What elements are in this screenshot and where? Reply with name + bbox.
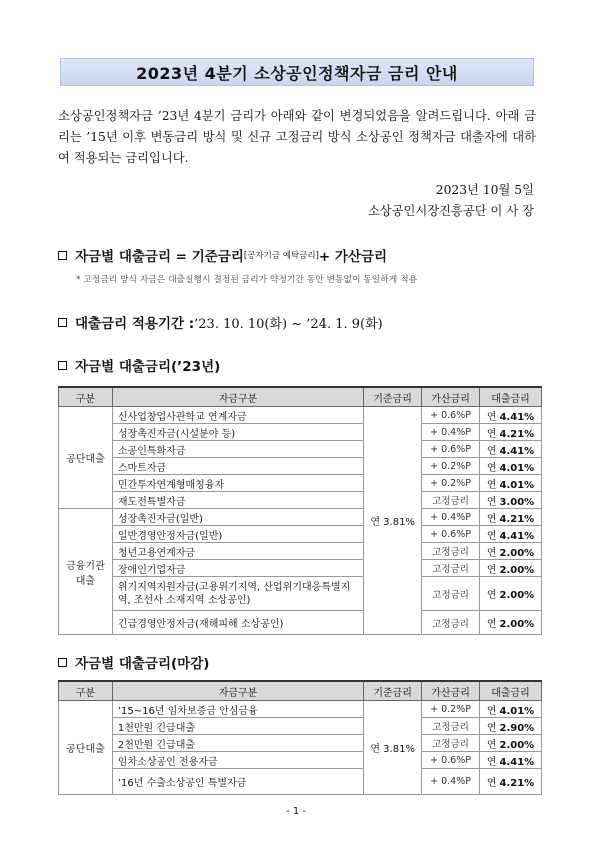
loan-rate: 연 4.01% <box>480 701 542 718</box>
table-row <box>59 735 542 752</box>
add-rate: 고정금리 <box>422 560 480 577</box>
loan-rate: 연 4.01% <box>480 458 542 475</box>
table-row <box>59 577 542 611</box>
page-title-bar <box>60 58 534 86</box>
loan-rate: 연 4.41% <box>480 526 542 543</box>
fund-name: 재도전특별자금 <box>112 492 363 509</box>
add-rate: + 0.4%P <box>422 509 480 526</box>
add-rate: + 0.6%P <box>422 752 480 769</box>
checkbox-square-icon <box>58 318 67 327</box>
fund-name: 민간투자연계형매칭융자 <box>112 475 363 492</box>
header-fund: 자금구분 <box>112 681 363 701</box>
header-category: 구분 <box>59 387 113 407</box>
header-fund: 자금구분 <box>112 387 363 407</box>
section-rate-formula <box>58 245 387 265</box>
header-add-rate: 가산금리 <box>422 681 480 701</box>
base-rate: 연 3.81% <box>364 701 422 795</box>
table-row <box>59 543 542 560</box>
section-heading-tail: + 가산금리 <box>318 249 388 265</box>
fixed-rate-note: * 고정금리 방식 자금은 대출실행시 결정된 금리가 약정기간 동안 변동없이 동일하게 적용 <box>76 275 418 285</box>
fund-name: 스마트자금 <box>112 458 363 475</box>
period-value: ’23. 10. 10(화) ~ ’24. 1. 9(화) <box>194 316 383 332</box>
loan-rate: 연 2.90% <box>480 718 542 735</box>
add-rate: + 0.2%P <box>422 458 480 475</box>
rates-table-2023 <box>58 386 542 635</box>
add-rate: 고정금리 <box>422 611 480 635</box>
fund-name: 임차소상공인 전용자금 <box>112 752 363 769</box>
base-rate: 연 3.81% <box>364 407 422 635</box>
table-row <box>59 509 542 526</box>
loan-rate: 연 4.41% <box>480 752 542 769</box>
issuer: 소상공인시장진흥공단 이 사 장 <box>367 204 534 218</box>
group-label: 금융기관 대출 <box>59 509 113 635</box>
table-row <box>59 458 542 475</box>
add-rate: 고정금리 <box>422 718 480 735</box>
header-category: 구분 <box>59 681 113 701</box>
section-period <box>58 312 383 332</box>
fund-name: 긴급경영안정자금(재해피해 소상공인) <box>112 611 363 635</box>
fund-name: 장애인기업자금 <box>112 560 363 577</box>
table-row <box>59 526 542 543</box>
section-heading: 자금별 대출금리 = 기준금리 <box>75 249 244 265</box>
fund-name: 일반경영안정자금(일반) <box>112 526 363 543</box>
loan-rate: 연 4.21% <box>480 509 542 526</box>
loan-rate: 연 4.41% <box>480 441 542 458</box>
fund-name: ’15~16년 임차보증금 안심금융 <box>112 701 363 718</box>
table-row <box>59 492 542 509</box>
fund-name: 1천만원 긴급대출 <box>112 718 363 735</box>
fund-name: 위기지역지원자금(고용위기지역, 산업위기대응특별지역, 조선사 소재지역 소상공인) <box>112 577 363 611</box>
section-heading: 자금별 대출금리(마감) <box>75 656 210 672</box>
table-row <box>59 560 542 577</box>
loan-rate: 연 4.21% <box>480 769 542 795</box>
header-loan-rate: 대출금리 <box>480 387 542 407</box>
add-rate: + 0.2%P <box>422 701 480 718</box>
table-row <box>59 611 542 635</box>
page-number: - 1 - <box>286 806 306 817</box>
table-header-row <box>59 387 542 407</box>
table-row <box>59 407 542 424</box>
issue-date: 2023년 10월 5일 <box>435 183 534 197</box>
loan-rate: 연 2.00% <box>480 560 542 577</box>
loan-rate: 연 2.00% <box>480 577 542 611</box>
intro-paragraph: 소상공인정책자금 ’23년 4분기 금리가 아래와 같이 변경되었음을 알려드립니다. 아래 금리는 ’15년 이후 변동금리 방식 및 신규 고정금리 방식 소상공인 정책자금 대출자에 대하여 적용되는 금리입니다. <box>58 109 536 165</box>
table-row <box>59 475 542 492</box>
table-row <box>59 752 542 769</box>
add-rate: 고정금리 <box>422 735 480 752</box>
loan-rate: 연 4.41% <box>480 407 542 424</box>
header-add-rate: 가산금리 <box>422 387 480 407</box>
table-row <box>59 441 542 458</box>
section-2023 <box>58 355 220 375</box>
loan-rate: 연 4.01% <box>480 475 542 492</box>
table-row <box>59 769 542 795</box>
fund-name: 소공인특화자금 <box>112 441 363 458</box>
header-base-rate: 기준금리 <box>364 681 422 701</box>
fund-name: 청년고용연계자금 <box>112 543 363 560</box>
section-heading-small: [공자기금 예탁금리] <box>243 251 319 261</box>
add-rate: + 0.6%P <box>422 441 480 458</box>
table-row <box>59 701 542 718</box>
add-rate: + 0.4%P <box>422 769 480 795</box>
loan-rate: 연 2.00% <box>480 735 542 752</box>
rates-table-closed <box>58 680 542 795</box>
add-rate: 고정금리 <box>422 492 480 509</box>
checkbox-square-icon <box>58 251 67 260</box>
fund-name: 성장촉진자금(일반) <box>112 509 363 526</box>
header-base-rate: 기준금리 <box>364 387 422 407</box>
table-header-row <box>59 681 542 701</box>
add-rate: + 0.4%P <box>422 424 480 441</box>
fund-name: 신사업창업사관학교 연계자금 <box>112 407 363 424</box>
section-heading: 대출금리 적용기간 : <box>75 316 195 332</box>
group-label: 공단대출 <box>59 407 113 509</box>
checkbox-square-icon <box>58 361 67 370</box>
add-rate: + 0.2%P <box>422 475 480 492</box>
page-title: 2023년 4분기 소상공인정책자금 금리 안내 <box>136 63 458 83</box>
fund-name: 성장촉진자금(시설분야 등) <box>112 424 363 441</box>
add-rate: + 0.6%P <box>422 526 480 543</box>
add-rate: 고정금리 <box>422 543 480 560</box>
section-closed <box>58 652 209 672</box>
fund-name: 2천만원 긴급대출 <box>112 735 363 752</box>
loan-rate: 연 2.00% <box>480 611 542 635</box>
table-row <box>59 718 542 735</box>
loan-rate: 연 4.21% <box>480 424 542 441</box>
checkbox-square-icon <box>58 658 67 667</box>
loan-rate: 연 2.00% <box>480 543 542 560</box>
add-rate: 고정금리 <box>422 577 480 611</box>
table-row <box>59 424 542 441</box>
section-heading: 자금별 대출금리(’23년) <box>75 359 221 375</box>
fund-name: ’16년 수출소상공인 특별자금 <box>112 769 363 795</box>
loan-rate: 연 3.00% <box>480 492 542 509</box>
add-rate: + 0.6%P <box>422 407 480 424</box>
group-label: 공단대출 <box>59 701 113 795</box>
header-loan-rate: 대출금리 <box>480 681 542 701</box>
